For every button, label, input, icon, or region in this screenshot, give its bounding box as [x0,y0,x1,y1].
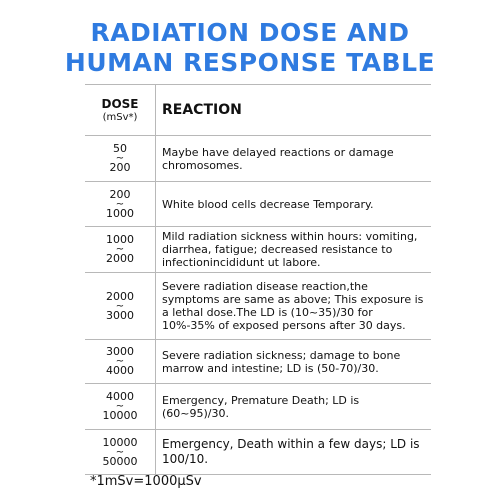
dose-from: 2000 [106,289,134,303]
reaction-text: White blood cells decrease Temporary. [162,197,374,211]
dose-to: 3000 [106,308,134,322]
table-row [85,429,431,474]
dose-header-label: DOSE [101,96,139,111]
reaction-cell [156,273,431,339]
page-title [0,18,500,78]
dose-cell [85,340,156,383]
dose-from: 3000 [106,345,134,358]
reaction-text: Emergency, Premature Death; LD is (60~95)/30. [162,393,360,420]
reaction-cell [156,430,431,474]
dose-cell [85,430,156,474]
dose-tilde: ~ [115,446,125,458]
table-row [85,135,431,181]
footnote: *1mSv=1000μSv [90,474,202,489]
dose-to: 50000 [102,454,138,468]
dose-cell [85,182,156,226]
reaction-header-label: REACTION [162,101,242,118]
dose-tilde: ~ [115,198,125,210]
dose-from: 1000 [106,233,134,246]
dose-to: 2000 [106,252,134,265]
reaction-text: Emergency, Death within a few days; LD is 100/10. [162,437,420,466]
dose-table [85,84,431,475]
reaction-cell [156,136,431,181]
reaction-cell [156,340,431,383]
dose-tilde: ~ [115,244,125,255]
table-row [85,181,431,226]
dose-to: 10000 [102,409,138,422]
dose-tilde: ~ [115,401,125,412]
reaction-text: Maybe have delayed reactions or damage chromosomes. [162,145,394,172]
table-row [85,226,431,272]
dose-cell [85,384,156,429]
dose-header [85,85,156,135]
dose-to: 4000 [106,364,134,377]
table-row [85,339,431,383]
dose-tilde: ~ [115,300,125,312]
title-line-1: RADIATION DOSE AND [90,18,410,47]
reaction-text: Mild radiation sickness within hours: vomiting, diarrhea, fatigue; decreased resistance to infectionincididunt ut labore. [162,230,418,269]
dose-cell [85,227,156,272]
reaction-cell [156,384,431,429]
dose-from: 50 [113,142,127,155]
reaction-text: Severe radiation sickness; damage to bone marrow and intestine; LD is (50-70)/30. [162,348,401,375]
reaction-cell [156,182,431,226]
reaction-header [156,85,431,135]
dose-tilde: ~ [115,356,125,367]
reaction-cell [156,227,431,272]
dose-from: 200 [109,187,131,201]
table-row [85,272,431,339]
title-line-2: HUMAN RESPONSE TABLE [64,48,436,77]
dose-cell [85,273,156,339]
reaction-text: Severe radiation disease reaction,the symptoms are same as above; This exposure is a lethal dose.The LD is (10~35)/30 for 10%-35% of exposed persons after 30 days. [162,280,424,332]
dose-to: 1000 [106,206,134,220]
dose-tilde: ~ [115,153,125,164]
table-row [85,383,431,429]
dose-from: 10000 [102,435,138,449]
dose-from: 4000 [106,390,134,403]
dose-cell [85,136,156,181]
table-header-row [85,85,431,135]
dose-header-unit: (mSv*) [102,111,138,123]
dose-to: 200 [109,161,131,174]
